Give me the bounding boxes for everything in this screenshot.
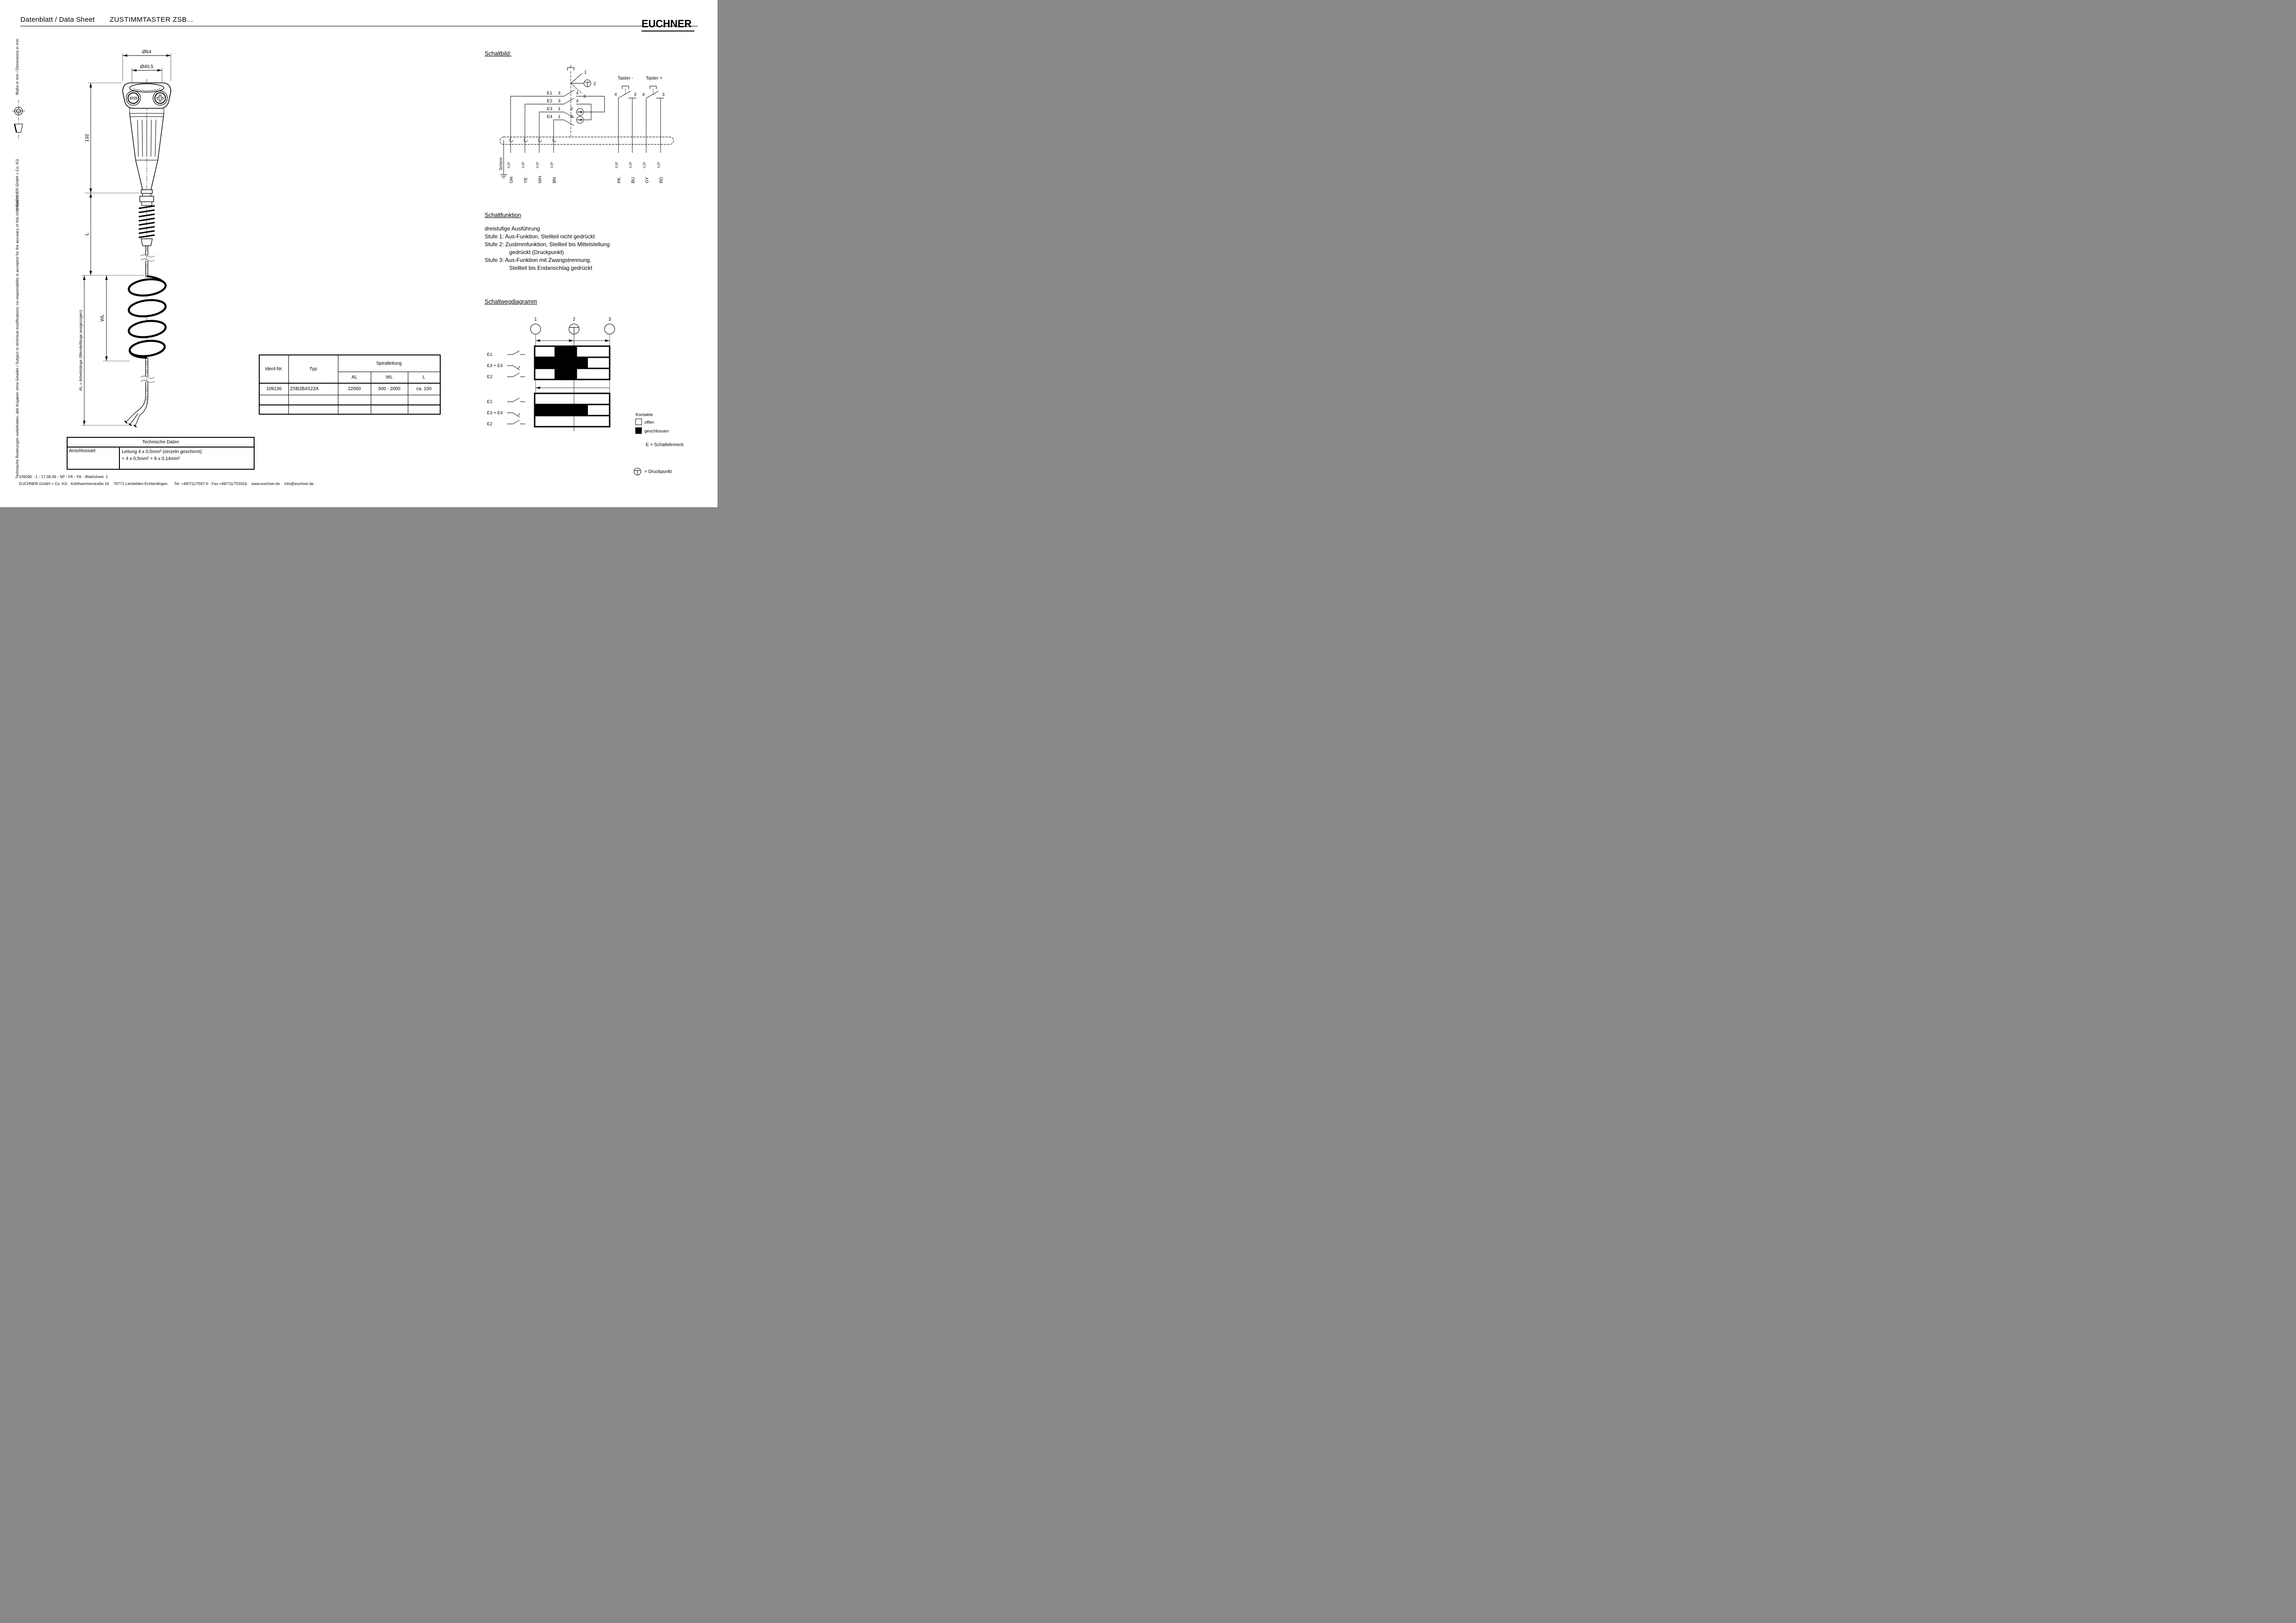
schaltweg-upper-bars (535, 346, 588, 379)
legend-closed-swatch (636, 428, 642, 434)
dim-dia64: Ø64 (142, 49, 151, 55)
cell-l: ca. 100 (408, 383, 440, 395)
cell-empty (288, 405, 338, 414)
taster-minus-pin4: 4 (614, 92, 617, 97)
dim-al: AL = Arbeitslänge (Wendellänge ausgezogen) (78, 310, 83, 391)
cell-empty (371, 405, 408, 414)
cell-wl: 500 - 2000 (371, 383, 408, 395)
swd-row-e1: E1 (487, 352, 493, 357)
schaltfunktion-line: Stufe 3: Aus-Funktion mit Zwangstrennung, (485, 257, 592, 263)
schirm-label: Schirm (499, 157, 503, 170)
e3-pin-right: 2 (570, 106, 573, 112)
swd-row-e3e4: E3 + E4 (487, 410, 503, 416)
col-l: L (408, 372, 440, 383)
contact-icon-e3e4 (507, 413, 520, 417)
swd-row-e3e4: E3 + E4 (487, 363, 503, 368)
wire-ye: YE (523, 177, 529, 183)
cable-oval (500, 137, 674, 144)
ident-table (259, 354, 441, 415)
cell-typ: ZSB2B4S22A (288, 383, 338, 395)
legend-closed-label: geschlossen (644, 429, 669, 434)
tech-value-line1: Leitung 4 x 0,5mm² (einzeln geschirmt) (122, 449, 202, 454)
taster-minus-pin3: 3 (634, 92, 636, 97)
wire-rd: RD (659, 177, 664, 183)
schaltfunktion-title: Schaltfunktion (485, 212, 521, 218)
spiral-cable (128, 276, 167, 358)
wire-gy: GY (644, 177, 650, 183)
contact-icon-e1 (507, 398, 525, 402)
cell-empty (408, 405, 440, 414)
tech-title: Technische Daten (67, 437, 254, 447)
footer-address: EUCHNER GmbH + Co. KG Kohlhammerstraße 16 70771 Leinfelden-Echterdingen Tel. +49/711/7597-0 Fax +49/711/753316 www.euchner.de info@euchner.de (19, 482, 314, 486)
gauge-wh: 0,5² (535, 162, 540, 168)
cell-empty (338, 395, 371, 405)
wire-wh: WH (537, 176, 543, 183)
tech-value-line2: + 4 x 0,5mm² + 8 x 0,14mm² (122, 456, 180, 461)
device-drawing (78, 39, 212, 433)
e2-pin-right: 4 (576, 99, 579, 104)
tech-table (67, 437, 255, 470)
dim-132: 132 (84, 134, 90, 142)
projection-method-icon (12, 100, 25, 140)
contact-icon-e2 (507, 373, 525, 377)
pos3-label: 3 (583, 94, 586, 99)
gauge-ye: 0,5² (521, 162, 525, 168)
minus-button-drawing (126, 91, 141, 106)
e4-pin-left: 1 (558, 114, 561, 119)
e4-label: E4 (547, 114, 552, 119)
sidebar-disclaimer: Technische Änderungen vorbehalten, alle Angaben ohne Gewähr / Subject to technical modifications; no responsibility is accepted for the accuracy of this information. (15, 195, 19, 479)
swd-pos1: 1 (534, 317, 537, 322)
col-al: AL (338, 372, 371, 383)
legend-title: Kontakte (636, 412, 653, 417)
wire-gn: GN (509, 176, 514, 183)
wire-pk: PK (617, 177, 622, 183)
dim-wl: WL (100, 314, 105, 322)
schaltweg-diagram (481, 309, 685, 441)
col-wl: WL (371, 372, 408, 383)
schaltfunktion-line: Stufe 2: Zustimmfunktion, Stellteil bis Mittelstellung (485, 241, 610, 248)
legend-open-swatch (636, 419, 642, 425)
sidebar-copyright: © EUCHNER GmbH + Co. KG (15, 159, 19, 211)
cell-al: 22000 (338, 383, 371, 395)
schaltelement-note: E = Schaltelement (646, 442, 684, 448)
plus-button-drawing (153, 91, 168, 106)
e4-pin-right: 2 (570, 114, 573, 119)
dim-l: L (84, 233, 90, 236)
schaltfunktion-line: gedrückt (Druckpunkt) (509, 249, 564, 255)
tech-row-value (119, 447, 254, 469)
contact-icon-e3e4 (507, 366, 520, 370)
cell-empty (259, 405, 288, 414)
gauge-gn: 0,5² (506, 162, 511, 168)
taster-plus-pin3: 3 (662, 92, 665, 97)
taster-plus-label: Taster + (646, 76, 662, 81)
wire-bn: BN (552, 177, 557, 183)
taster-plus-pin4: 4 (642, 92, 645, 97)
swd-pos2: 2 (573, 317, 575, 322)
swd-row-e2: E2 (487, 374, 493, 379)
swd-pos3: 3 (608, 317, 611, 322)
cell-empty (338, 405, 371, 414)
cell-empty (288, 395, 338, 405)
e2-pin-left: 3 (558, 99, 561, 104)
e2-label: E2 (547, 99, 552, 104)
page-title (20, 16, 193, 24)
e1-label: E1 (547, 91, 552, 96)
e1-pin-left: 3 (558, 91, 561, 96)
schaltfunktion-line: Stellteil bis Endanschlag gedrückt (509, 265, 593, 271)
sidebar-dimensions-note: Maße in mm / Dimensions in mm (15, 38, 19, 95)
gauge-bu: 0,5² (628, 162, 633, 168)
euchner-logo: EUCHNER (642, 18, 692, 30)
legend-open-label: offen (644, 420, 654, 425)
title-product: ZUSTIMMTASTER ZSB... (110, 16, 193, 24)
title-doc-type: Datenblatt / Data Sheet (20, 16, 95, 24)
col-typ: Typ (288, 355, 338, 383)
e3-label: E3 (547, 106, 552, 112)
schaltbild-diagram (481, 60, 685, 190)
cell-empty (408, 395, 440, 405)
schaltbild-title: Schaltbild: (485, 50, 512, 57)
contact-icon-e1 (507, 351, 525, 354)
contact-icon-e2 (507, 420, 525, 424)
gauge-pk: 0,5² (614, 162, 619, 168)
dim-dia40-5: Ø40,5 (140, 64, 154, 69)
pos1-label: 1 (584, 70, 587, 75)
col-ident: Ident-Nr. (259, 355, 288, 383)
pos2-label: 2 (593, 81, 596, 87)
druckpunkt-icon (633, 467, 642, 476)
druckpunkt-note: = Druckpunkt (644, 469, 672, 474)
col-spiralleitung: Spiralleitung (338, 355, 440, 372)
e1-pin-right: 4 (576, 91, 579, 96)
cell-ident: 109136 (259, 383, 288, 395)
wire-bu: BU (630, 177, 636, 183)
schaltfunktion-line: dreistufige Ausführung (485, 225, 540, 232)
swd-row-e2: E2 (487, 422, 493, 427)
footer-doc-id: 109290 - 1 - 17.08.09 - SP - FK - FK - Blatt/sheet 1 (19, 475, 108, 479)
schaltweg-title: Schaltwegdiagramm (485, 298, 537, 305)
datasheet-page (0, 0, 718, 507)
swd-row-e1: E1 (487, 399, 493, 404)
schaltfunktion-line: Stufe 1: Aus-Funktion, Stellteil nicht gedrückt (485, 233, 595, 240)
gauge-gy: 0,5² (642, 162, 647, 168)
cell-empty (259, 395, 288, 405)
schaltweg-lower-bars (535, 404, 588, 416)
gauge-bn: 0,5² (549, 162, 554, 168)
cell-empty (371, 395, 408, 405)
taster-minus-label: Taster - (618, 76, 633, 81)
schaltfunktion-block (485, 212, 610, 272)
tech-row-label: Anschlussart (67, 447, 119, 469)
gauge-rd: 0,5² (656, 162, 661, 168)
e3-pin-left: 1 (558, 106, 561, 112)
